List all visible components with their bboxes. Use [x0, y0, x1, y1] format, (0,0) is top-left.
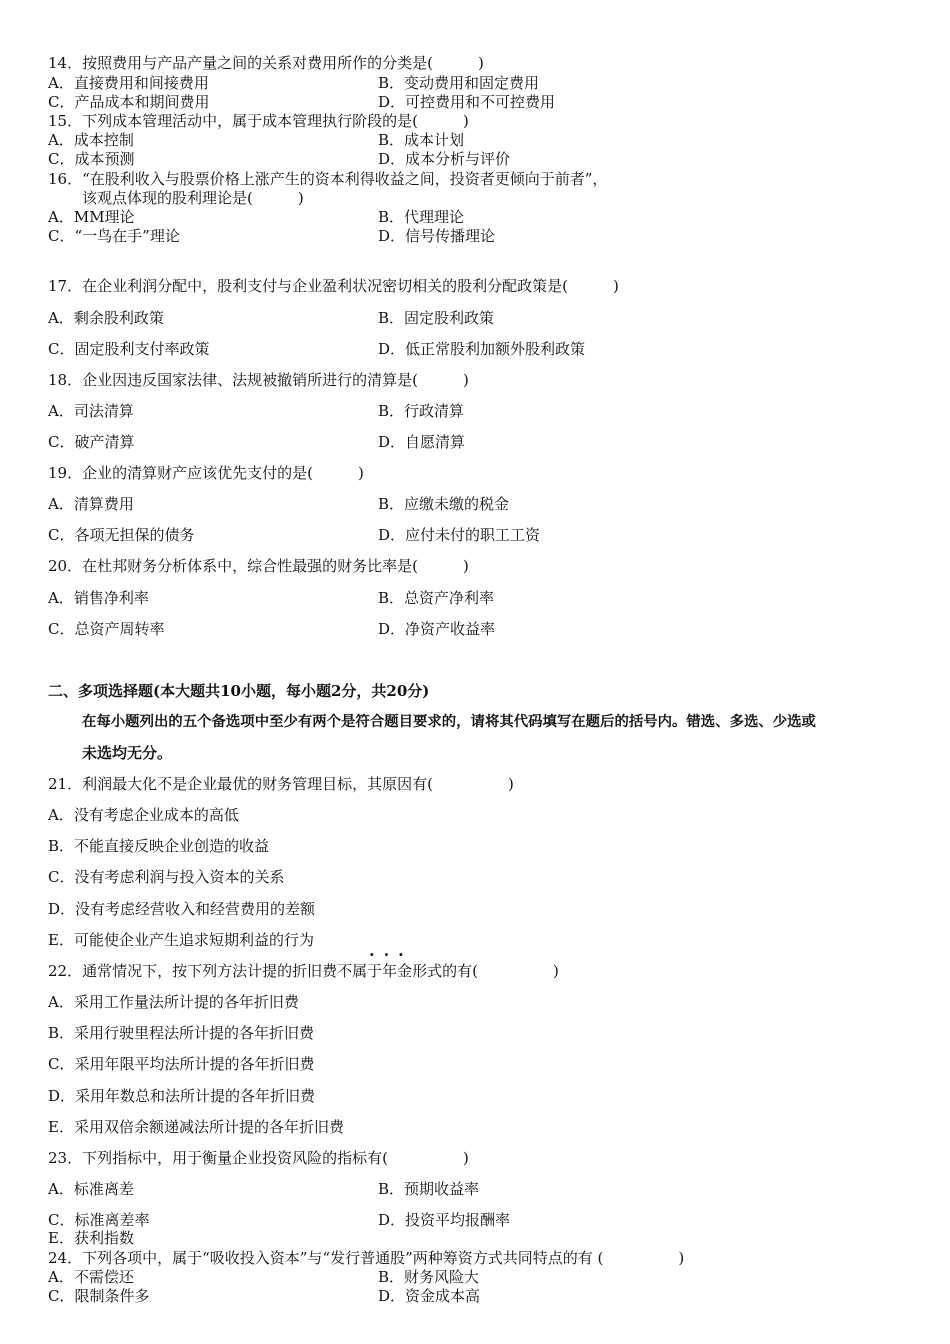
question-15-option-c: C．成本预测 — [48, 150, 135, 168]
question-21-option-e: E．可能使企业产生追求短期利益的行为 — [48, 931, 314, 949]
question-22-option-e: E．采用双倍余额递减法所计提的各年折旧费 — [48, 1118, 344, 1136]
question-18-stem: 18．企业因违反国家法律、法规被撤销所进行的清算是( ) — [48, 371, 469, 389]
question-17-stem: 17．在企业利润分配中，股利支付与企业盈利状况密切相关的股利分配政策是( ) — [48, 277, 619, 295]
question-23-option-b: B．预期收益率 — [378, 1180, 480, 1198]
emphasis-dots: ··· — [369, 945, 413, 964]
question-18-option-c: C．破产清算 — [48, 433, 135, 451]
question-14-stem: 14．按照费用与产品产量之间的关系对费用所作的分类是( ) — [48, 54, 484, 72]
question-21-option-c: C．没有考虑利润与投入资本的关系 — [48, 868, 285, 886]
question-23-stem: 23．下列指标中，用于衡量企业投资风险的指标有( ) — [48, 1149, 469, 1167]
question-17-option-a: A．剩余股利政策 — [48, 309, 164, 327]
question-23-option-d: D．投资平均报酬率 — [378, 1211, 511, 1229]
question-19-stem: 19．企业的清算财产应该优先支付的是( ) — [48, 464, 364, 482]
question-16-option-b: B．代理理论 — [378, 208, 465, 226]
question-15-option-d: D．成本分析与评价 — [378, 150, 511, 168]
question-22-option-d: D．采用年数总和法所计提的各年折旧费 — [48, 1087, 316, 1105]
question-14-option-a: A．直接费用和间接费用 — [48, 74, 209, 92]
question-20-option-b: B．总资产净利率 — [378, 589, 495, 607]
question-22-option-a: A．采用工作量法所计提的各年折旧费 — [48, 993, 299, 1011]
question-22-option-b: B．采用行驶里程法所计提的各年折旧费 — [48, 1024, 315, 1042]
question-14-option-b: B．变动费用和固定费用 — [378, 74, 540, 92]
question-20-option-d: D．净资产收益率 — [378, 620, 496, 638]
question-16-option-d: D．信号传播理论 — [378, 227, 496, 245]
question-23-option-c: C．标准离差率 — [48, 1211, 150, 1229]
question-23-option-e: E．获利指数 — [48, 1229, 134, 1247]
section-2-instructions-continued: 未选均无分。 — [82, 744, 173, 762]
question-24-option-d: D．资金成本高 — [378, 1287, 481, 1305]
question-21-stem: 21．利润最大化不是企业最优的财务管理目标，其原因有( ) — [48, 775, 514, 793]
question-16-stem: 16．“在股利收入与股票价格上涨产生的资本利得收益之间，投资者更倾向于前者”， — [48, 170, 608, 188]
question-20-option-a: A．销售净利率 — [48, 589, 149, 607]
question-19-option-b: B．应缴未缴的税金 — [378, 495, 510, 513]
question-16-option-c: C．“一鸟在手”理论 — [48, 227, 180, 245]
question-16-stem-continued: 该观点体现的股利理论是( ) — [82, 189, 304, 207]
question-18-option-d: D．自愿清算 — [378, 433, 466, 451]
question-19-option-d: D．应付未付的职工工资 — [378, 526, 541, 544]
question-21-option-a: A．没有考虑企业成本的高低 — [48, 806, 239, 824]
question-20-stem: 20．在杜邦财务分析体系中，综合性最强的财务比率是( ) — [48, 557, 469, 575]
question-21-option-d: D．没有考虑经营收入和经营费用的差额 — [48, 900, 316, 918]
section-2-heading: 二、多项选择题(本大题共10小题，每小题2分，共20分) — [48, 682, 430, 700]
question-15-option-a: A．成本控制 — [48, 131, 134, 149]
question-17-option-b: B．固定股利政策 — [378, 309, 495, 327]
question-19-option-a: A．清算费用 — [48, 495, 134, 513]
question-22-option-c: C．采用年限平均法所计提的各年折旧费 — [48, 1055, 315, 1073]
question-19-option-c: C．各项无担保的债务 — [48, 526, 195, 544]
question-17-option-c: C．固定股利支付率政策 — [48, 340, 210, 358]
question-24-stem: 24．下列各项中，属于“吸收投入资本”与“发行普通股”两种筹资方式共同特点的有 ( ) — [48, 1249, 685, 1267]
question-24-option-c: C．限制条件多 — [48, 1287, 150, 1305]
question-24-option-b: B．财务风险大 — [378, 1268, 480, 1286]
question-23-option-a: A．标准离差 — [48, 1180, 134, 1198]
question-16-option-a: A．MM理论 — [48, 208, 135, 226]
question-18-option-b: B．行政清算 — [378, 402, 465, 420]
question-14-option-c: C．产品成本和期间费用 — [48, 93, 210, 111]
question-17-option-d: D．低正常股利加额外股利政策 — [378, 340, 586, 358]
question-21-option-b: B．不能直接反映企业创造的收益 — [48, 837, 270, 855]
question-14-option-d: D．可控费用和不可控费用 — [378, 93, 556, 111]
section-2-instructions: 在每小题列出的五个备选项中至少有两个是符合题目要求的，请将其代码填写在题后的括号内。错选、多选、少选或 — [82, 713, 816, 730]
question-18-option-a: A．司法清算 — [48, 402, 134, 420]
question-20-option-c: C．总资产周转率 — [48, 620, 165, 638]
question-22-stem: 22．通常情况下，按下列方法计提的折旧费不属于年金形式的有( ) — [48, 962, 559, 980]
question-15-option-b: B．成本计划 — [378, 131, 465, 149]
question-24-option-a: A．不需偿还 — [48, 1268, 134, 1286]
question-15-stem: 15．下列成本管理活动中，属于成本管理执行阶段的是( ) — [48, 112, 469, 130]
